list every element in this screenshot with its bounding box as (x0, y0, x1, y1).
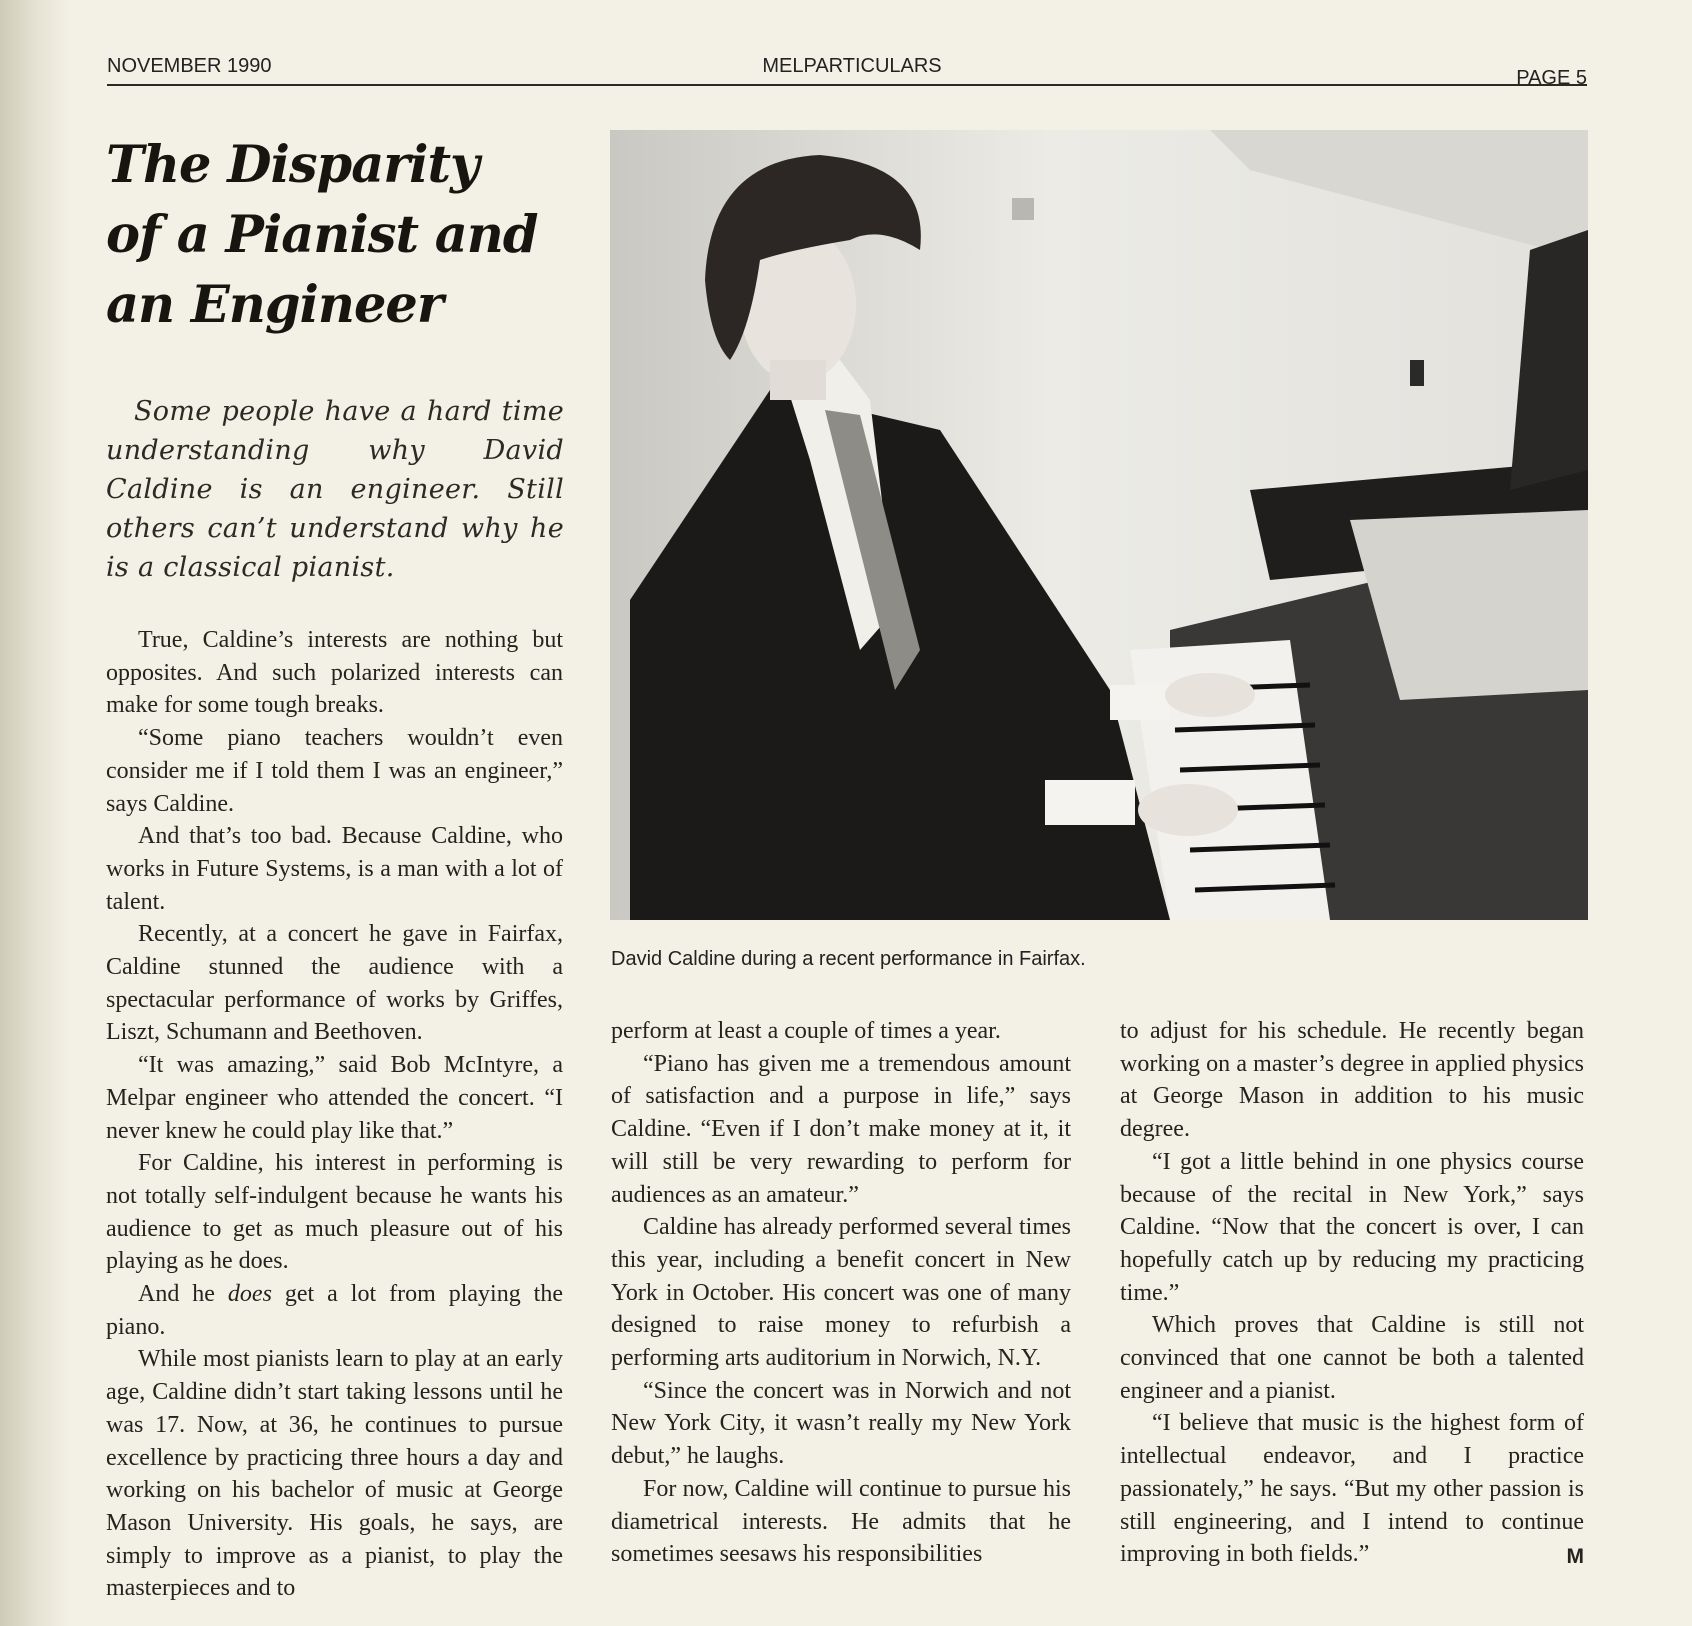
paragraph (1120, 1407, 1584, 1571)
paragraph: to adjust for his schedule. He recently began working on a master’s degree in applied physics at George Mason in addition to his music degree. (1120, 1018, 1584, 1143)
paragraph: “Some piano teachers wouldn’t even consider me if I told them I was an engineer,” says Caldine. (106, 725, 563, 817)
paragraph: Which proves that Caldine is still not convinced that one cannot be both a talented engineer and a pianist. (1120, 1312, 1584, 1404)
paragraph: And that’s too bad. Because Caldine, who works in Future Systems, is a man with a lot of talent. (106, 823, 563, 915)
end-of-article-mark: M (1566, 1545, 1584, 1569)
paragraph: Recently, at a concert he gave in Fairfax, Caldine stunned the audience with a spectacular performance of works by Griffes, Liszt, Schumann and Beethoven. (106, 921, 563, 1046)
page-number: PAGE 5 (1516, 67, 1587, 89)
publication-name: MELPARTICULARS (762, 55, 942, 77)
page-binding-shadow (0, 0, 70, 1626)
paragraph-text: get a lot from playing the piano. (106, 1281, 563, 1340)
paragraph: While most pianists learn to play at an early age, Caldine didn’t start taking lessons until he was 17. Now, at 36, he continues to pursue excellence by practicing three hours a day and working on his bachelor of music at George Mason University. His goals, he says, are simply to improve as a pianist, to play the masterpieces and to (106, 1346, 563, 1602)
paragraph: perform at least a couple of times a year. (611, 1018, 1001, 1044)
emphasis-text: does (227, 1281, 272, 1308)
paragraph (106, 1278, 563, 1343)
title-line: The Disparity (106, 135, 479, 195)
article-title (106, 130, 576, 340)
pianist-photo (610, 130, 1588, 920)
paragraph: True, Caldine’s interests are nothing but opposites. And such polarized interests can make for some tough breaks. (106, 627, 563, 719)
pianist-at-piano-illustration (610, 130, 1588, 920)
paragraph: “It was amazing,” said Bob McIntyre, a Melpar engineer who attended the concert. “I never knew he could play like that.” (106, 1052, 563, 1144)
title-line: of a Pianist and (106, 205, 538, 265)
article-column-2 (611, 1015, 1071, 1571)
paragraph-text: And he (138, 1281, 228, 1308)
paragraph: Caldine has already performed several times this year, including a benefit concert in New York in October. His concert was one of many designed to raise money to refurbish a performing arts auditorium in Norwich, N.Y. (611, 1214, 1071, 1372)
paragraph-text: “I believe that music is the highest form of intellectual endeavor, and I practice passionately,” he says. “But my other passion is still engineering, and I intend to continue improving in both fields.” (1120, 1410, 1584, 1568)
article-column-3 (1120, 1015, 1584, 1574)
photo-caption: David Caldine during a recent performance in Fairfax. (611, 948, 1086, 970)
paragraph: “Since the concert was in Norwich and not New York City, it wasn’t really my New York debut,” he laughs. (611, 1377, 1071, 1470)
paragraph: “I got a little behind in one physics course because of the recital in New York,” says Caldine. “Now that the concert is over, I can hopefully catch up by reducing my practicing time.” (1120, 1148, 1584, 1306)
issue-date: NOVEMBER 1990 (107, 55, 272, 77)
title-line: an Engineer (106, 275, 443, 335)
article-column-1 (106, 624, 563, 1605)
article-deck: Some people have a hard time understanding why David Caldine is an engineer. Still others can’t understand why he is a classical pianist. (106, 396, 564, 583)
paragraph: For now, Caldine will continue to pursue his diametrical interests. He admits that he sometimes seesaws his responsibilities (611, 1475, 1071, 1568)
paragraph: “Piano has given me a tremendous amount of satisfaction and a purpose in life,” says Caldine. “Even if I don’t make money at it, it will still be very rewarding to perform for audiences as an amateur.” (611, 1050, 1071, 1208)
page-header (107, 50, 1587, 89)
paragraph: For Caldine, his interest in performing is not totally self-indulgent because he wants his audience to get as much pleasure out of his playing as he does. (106, 1150, 563, 1275)
